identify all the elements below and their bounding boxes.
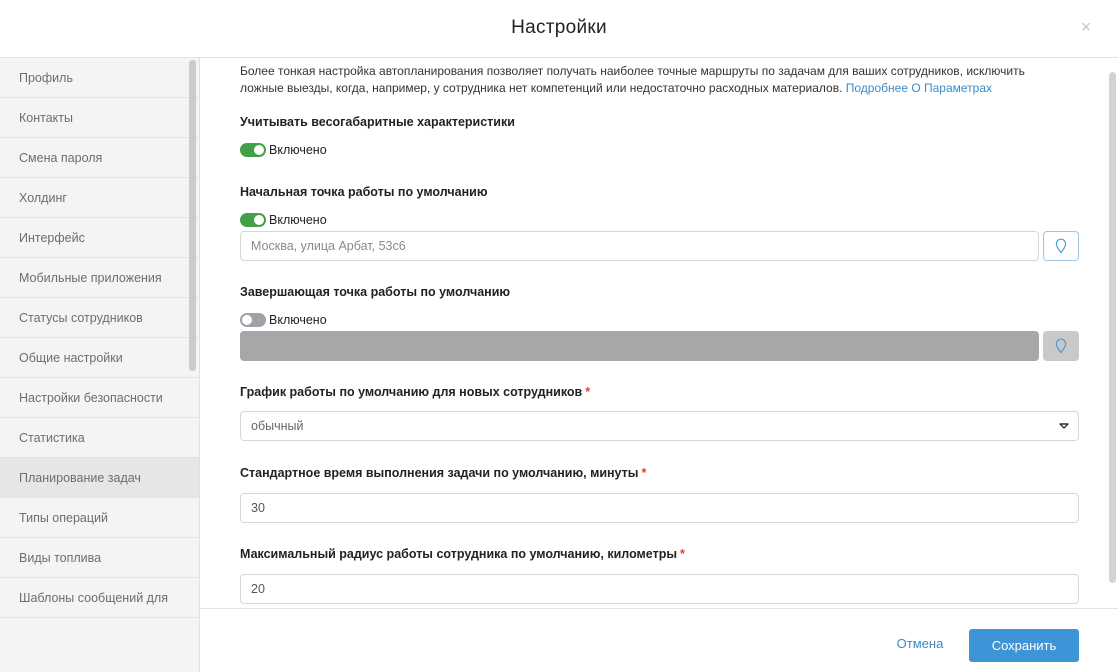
start-point-toggle-label: Включено [269, 213, 327, 227]
save-button[interactable]: Сохранить [969, 629, 1079, 662]
required-mark: * [680, 547, 685, 561]
sidebar-item-holding[interactable]: Холдинг [0, 178, 199, 218]
task-time-input[interactable]: 30 [240, 493, 1079, 523]
settings-content [200, 58, 1118, 608]
task-time-label-text: Стандартное время выполнения задачи по умолчанию, минуты [240, 466, 639, 480]
sidebar-item-interface[interactable]: Интерфейс [0, 218, 199, 258]
location-pin-icon [1055, 238, 1067, 254]
end-point-label: Завершающая точка работы по умолчанию [240, 285, 511, 299]
toggle-knob [254, 215, 264, 225]
end-point-toggle[interactable] [240, 313, 266, 327]
start-point-label: Начальная точка работы по умолчанию [240, 185, 488, 199]
end-point-toggle-row [240, 312, 327, 328]
radius-label [240, 547, 685, 561]
sidebar-item-employee-statuses[interactable]: Статусы сотрудников [0, 298, 199, 338]
sidebar-item-fuel-types[interactable]: Виды топлива [0, 538, 199, 578]
sidebar-item-operation-types[interactable]: Типы операций [0, 498, 199, 538]
end-point-map-button [1043, 331, 1079, 361]
sidebar-item-contacts[interactable]: Контакты [0, 98, 199, 138]
dialog-footer [200, 608, 1118, 672]
sidebar-item-change-password[interactable]: Смена пароля [0, 138, 199, 178]
cancel-button[interactable]: Отмена [896, 636, 944, 651]
start-point-map-button[interactable] [1043, 231, 1079, 261]
close-icon[interactable]: × [1080, 17, 1092, 37]
weight-toggle-label: Включено [269, 143, 327, 157]
toggle-knob [254, 145, 264, 155]
sidebar-item-general-settings[interactable]: Общие настройки [0, 338, 199, 378]
settings-sidebar [0, 58, 200, 672]
weight-toggle[interactable] [240, 143, 266, 157]
sidebar-item-security-settings[interactable]: Настройки безопасности [0, 378, 199, 418]
required-mark: * [585, 385, 591, 399]
start-point-toggle[interactable] [240, 213, 266, 227]
sidebar-item-statistics[interactable]: Статистика [0, 418, 199, 458]
dialog-title: Настройки [511, 17, 607, 38]
more-about-parameters-link[interactable]: Подробнее О Параметрах [845, 81, 993, 95]
weight-label: Учитывать весогабаритные характеристики [240, 115, 515, 129]
required-mark: * [641, 466, 647, 480]
start-point-address-input[interactable]: Москва, улица Арбат, 53с6 [240, 231, 1039, 261]
dialog-header [0, 0, 1118, 58]
sidebar-item-mobile-apps[interactable]: Мобильные приложения [0, 258, 199, 298]
schedule-select[interactable] [240, 411, 1079, 441]
sidebar-scrollbar[interactable] [189, 60, 196, 371]
toggle-knob [242, 315, 252, 325]
location-pin-icon [1055, 338, 1067, 354]
content-scrollbar[interactable] [1109, 72, 1116, 583]
schedule-label-text: График работы по умолчанию для новых сотрудников [240, 385, 583, 399]
schedule-label [240, 385, 590, 399]
schedule-selected-value: обычный [251, 419, 304, 433]
sidebar-item-profile[interactable]: Профиль [0, 58, 199, 98]
weight-toggle-row [240, 142, 327, 158]
end-point-toggle-label: Включено [269, 313, 327, 327]
sidebar-item-message-templates[interactable]: Шаблоны сообщений для [0, 578, 199, 618]
end-point-address-input [240, 331, 1039, 361]
intro-paragraph [240, 63, 1050, 97]
start-point-toggle-row [240, 212, 327, 228]
chevron-down-icon [1058, 421, 1070, 431]
radius-label-text: Максимальный радиус работы сотрудника по умолчанию, километры [240, 547, 678, 561]
radius-input[interactable]: 20 [240, 574, 1079, 604]
intro-text: Более тонкая настройка автопланирования позволяет получать наиболее точные маршруты по задачам для ваших сотрудников, исключить ложные выезды, когда, например, у сотрудника нет компетенций или недостаточно расходных материалов. [240, 64, 1025, 95]
task-time-label [240, 466, 646, 480]
sidebar-item-task-planning[interactable]: Планирование задач [0, 458, 199, 498]
